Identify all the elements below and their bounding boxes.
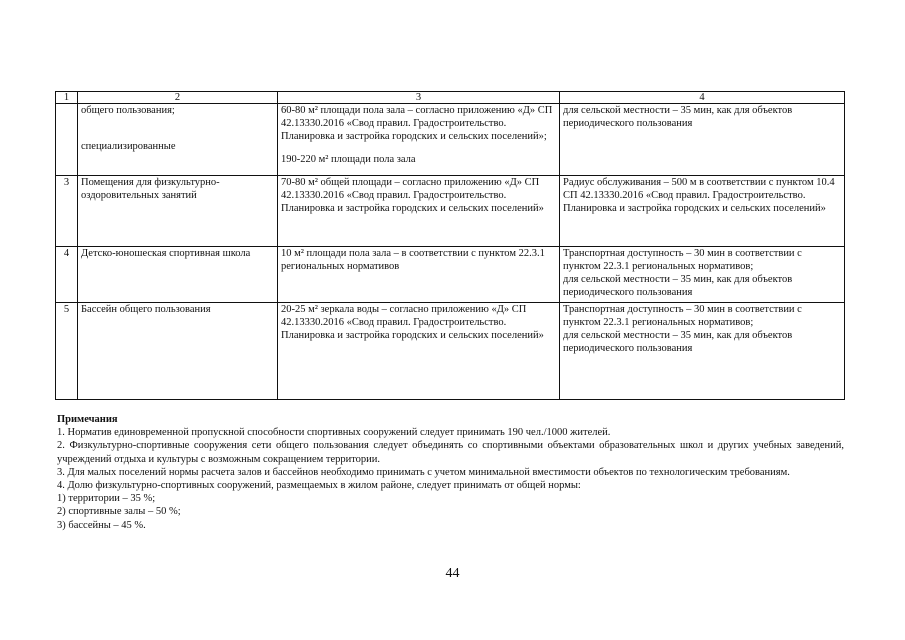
norms-table xyxy=(55,91,845,400)
column-header: 4 xyxy=(560,92,845,104)
access-cell xyxy=(560,303,845,400)
facility-name: специализированные xyxy=(81,141,176,152)
norm-text: 20-25 м² зеркала воды – согласно приложению «Д» СП 42.13330.2016 «Свод правил. Градостроительство. Планировка и застройка городских и сельских поселений» xyxy=(278,303,560,400)
table-header-row xyxy=(56,92,845,104)
note-item: 3. Для малых поселений нормы расчета залов и бассейнов необходимо принимать с учетом минимальной вместимости объектов по технологическим требованиям. xyxy=(57,466,790,478)
table-row xyxy=(56,303,845,400)
note-subitem: 1) территории – 35 %; xyxy=(57,493,156,505)
access-cell: Радиус обслуживания – 500 м в соответствии с пунктом 10.4 СП 42.13330.2016 «Свод правил. Градостроительство. Планировка и застройка городских и сельских поселений» xyxy=(560,176,845,247)
column-header: 3 xyxy=(278,92,560,104)
row-number: 3 xyxy=(56,176,78,247)
notes-title: Примечания xyxy=(57,414,118,425)
note-item: 4. Долю физкультурно-спортивных сооружений, размещаемых в жилом районе, следует принимать от общей нормы: xyxy=(57,480,581,492)
access-cell: для сельской местности – 35 мин, как для объектов периодического пользования xyxy=(560,104,845,176)
norm-text: 190-220 м² площади пола зала xyxy=(281,154,416,165)
page-number: 44 xyxy=(445,566,460,581)
row-number xyxy=(56,104,78,176)
facility-name-cell xyxy=(78,104,278,176)
access-text: для сельской местности – 35 мин, как для объектов периодического пользования xyxy=(563,274,793,298)
column-header: 1 xyxy=(56,92,78,104)
note-item: 1. Норматив единовременной пропускной способности спортивных сооружений следует принимать 190 чел./1000 жителей. xyxy=(57,427,611,439)
notes-section xyxy=(57,413,844,532)
table-row xyxy=(56,104,845,176)
access-text: Транспортная доступность – 30 мин в соответствии с пунктом 22.3.1 региональных нормативов; xyxy=(563,248,802,272)
norm-text: 70-80 м² общей площади – согласно приложению «Д» СП 42.13330.2016 «Свод правил. Градостроительство. Планировка и застройка городских и сельских поселений» xyxy=(278,176,560,247)
facility-name: Помещения для физкультурно-оздоровительных занятий xyxy=(78,176,278,247)
row-number: 5 xyxy=(56,303,78,400)
norm-cell xyxy=(278,104,560,176)
access-cell xyxy=(560,247,845,303)
facility-name: Детско-юношеская спортивная школа xyxy=(78,247,278,303)
access-text: для сельской местности – 35 мин, как для объектов периодического пользования xyxy=(563,330,793,354)
facility-name: общего пользования; xyxy=(81,105,175,116)
note-subitem: 2) спортивные залы – 50 %; xyxy=(57,506,181,518)
norm-text: 60-80 м² площади пола зала – согласно приложению «Д» СП 42.13330.2016 «Свод правил. Градостроительство. Планировка и застройка городских и сельских поселений»; xyxy=(281,105,553,142)
table-row xyxy=(56,176,845,247)
note-subitem: 3) бассейны – 45 %. xyxy=(57,519,146,531)
note-item: 2. Физкультурно-спортивные сооружения сети общего пользования следует объединять со спортивными объектами образовательных школ и других учебных заведений, учреждений отдыха и культуры с возможным сокращением территории. xyxy=(57,440,844,465)
norm-text: 10 м² площади пола зала – в соответствии с пунктом 22.3.1 региональных нормативов xyxy=(278,247,560,303)
row-number: 4 xyxy=(56,247,78,303)
access-text: Транспортная доступность – 30 мин в соответствии с пунктом 22.3.1 региональных нормативов; xyxy=(563,304,802,328)
facility-name: Бассейн общего пользования xyxy=(78,303,278,400)
column-header: 2 xyxy=(78,92,278,104)
table-row xyxy=(56,247,845,303)
